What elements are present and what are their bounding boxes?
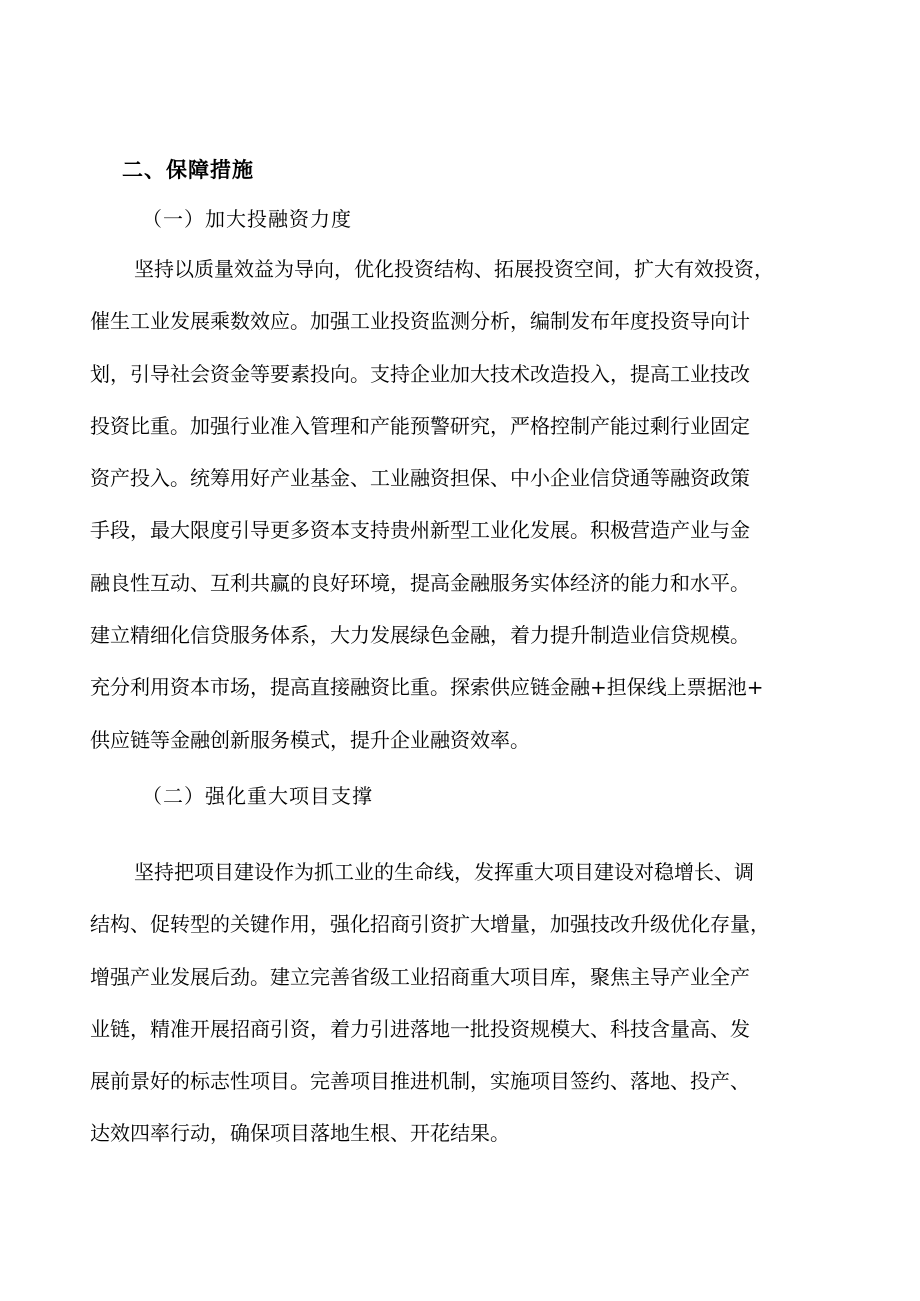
paragraph-line: 划，引导社会资金等要素投向。支持企业加大技术改造投入，提高工业技改 (90, 361, 750, 386)
paragraph-line: 业链，精准开展招商引资，着力引进落地一批投资规模大、科技含量高、发 (90, 1016, 750, 1041)
subsection-title-investment-financing: （一）加大投融资力度 (142, 207, 352, 231)
paragraph-investment-financing (90, 243, 860, 766)
paragraph-line: 资产投入。统筹用好产业基金、工业融资担保、中小企业信贷通等融资政策 (90, 466, 750, 491)
subsection-title-major-projects: （二）强化重大项目支撑 (142, 784, 373, 808)
paragraph-line: 达效四率行动，确保项目落地生根、开花结果。 (90, 1121, 510, 1146)
paragraph-line: 建立精细化信贷服务体系，大力发展绿色金融，着力提升制造业信贷规模。 (90, 623, 750, 648)
paragraph-line: 结构、促转型的关键作用，强化招商引资扩大增量，加强技改升级优化存量， (90, 912, 770, 937)
paragraph-line: 供应链等金融创新服务模式，提升企业融资效率。 (90, 727, 530, 752)
paragraph-line: 融良性互动、互利共赢的良好环境，提高金融服务实体经济的能力和水平。 (90, 570, 750, 595)
paragraph-major-projects (90, 846, 860, 1160)
paragraph-line: 充分利用资本市场，提高直接融资比重。探索供应链金融+担保线上票据池+ (90, 675, 764, 700)
paragraph-line: 催生工业发展乘数效应。加强工业投资监测分析，编制发布年度投资导向计 (90, 309, 750, 334)
paragraph-line: 手段，最大限度引导更多资本支持贵州新型工业化发展。积极营造产业与金 (90, 518, 750, 543)
paragraph-line: 坚持把项目建设作为抓工业的生命线，发挥重大项目建设对稳增长、调 (134, 860, 754, 884)
paragraph-line: 投资比重。加强行业准入管理和产能预警研究，严格控制产能过剩行业固定 (90, 413, 750, 438)
section-heading: 二、保障措施 (122, 157, 254, 182)
paragraph-line: 增强产业发展后劲。建立完善省级工业招商重大项目库，聚焦主导产业全产 (90, 964, 750, 989)
paragraph-line: 展前景好的标志性项目。完善项目推进机制，实施项目签约、落地、投产、 (90, 1069, 750, 1094)
paragraph-line: 坚持以质量效益为导向，优化投资结构、拓展投资空间，扩大有效投资， (134, 257, 774, 281)
